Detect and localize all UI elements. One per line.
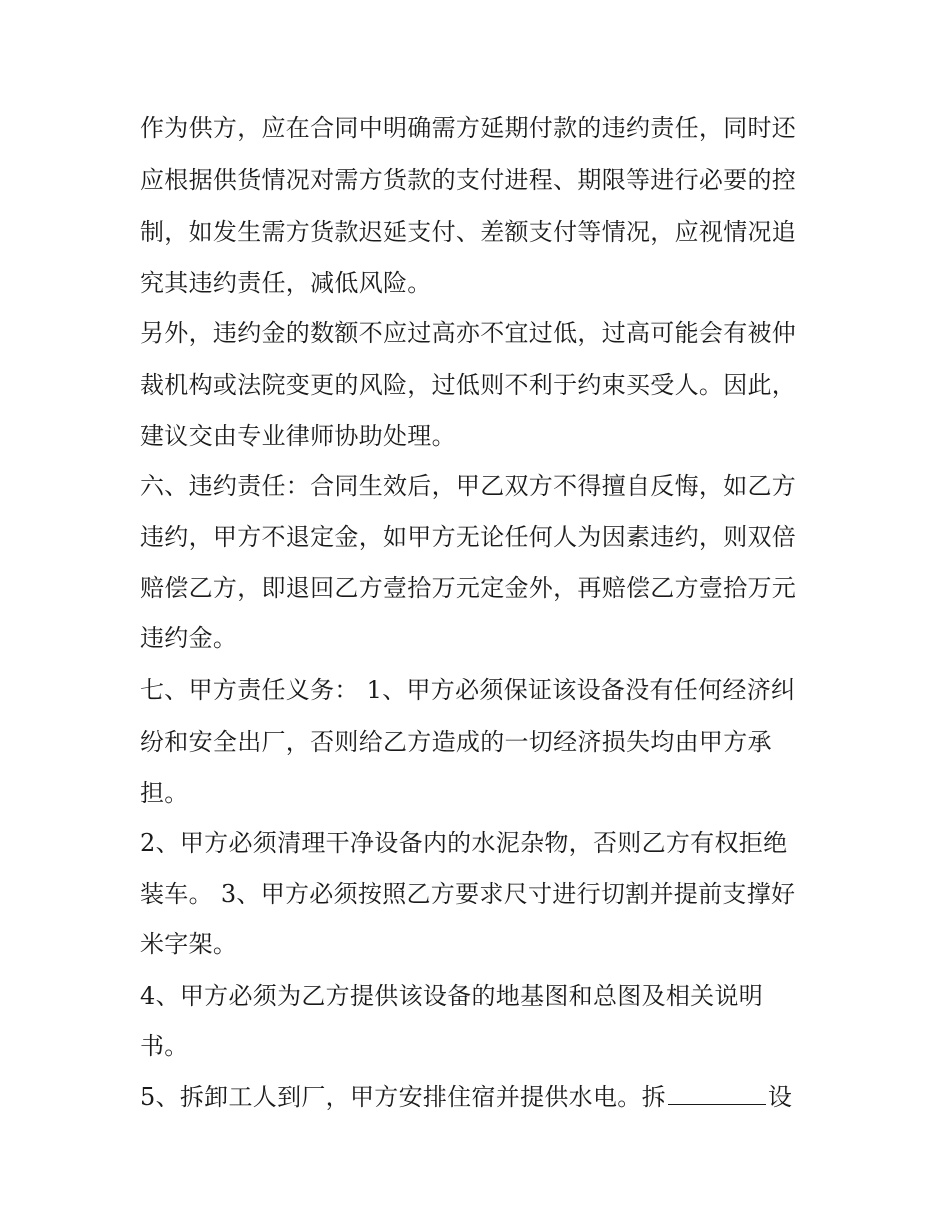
text-line: 赔偿乙方，即退回乙方壹拾万元定金外，再赔偿乙方壹拾万元	[140, 574, 797, 602]
text-line: 建议交由专业律师协助处理。	[140, 422, 456, 450]
text-line: 六、违约责任：合同生效后，甲乙双方不得擅自反悔，如乙方	[140, 472, 797, 500]
text-line: 违约，甲方不退定金，如甲方无论任何人为因素违约，则双倍	[140, 523, 797, 551]
text-line: 制，如发生需方货款迟延支付、差额支付等情况，应视情况追	[140, 218, 797, 246]
text-line: 2、甲方必须清理干净设备内的水泥杂物，否则乙方有权拒绝	[140, 829, 788, 857]
text-line: 违约金。	[140, 624, 238, 652]
text-line: 纷和安全出厂，否则给乙方造成的一切经济损失均由甲方承	[140, 728, 772, 756]
text-line-with-blank	[140, 1077, 830, 1117]
text-line: 七、甲方责任义务： 1、甲方必须保证该设备没有任何经济纠	[140, 676, 796, 704]
text-line: 裁机构或法院变更的风险，过低则不利于约束买受人。因此，	[140, 371, 797, 399]
text-line: 担。	[140, 779, 189, 807]
text-line: 应根据供货情况对需方货款的支付进程、期限等进行必要的控	[140, 166, 797, 194]
text-line: 装车。 3、甲方必须按照乙方要求尺寸进行切割并提前支撑好	[140, 880, 796, 908]
text-segment: 5、拆卸工人到厂，甲方安排住宿并提供水电。拆	[140, 1083, 666, 1111]
text-segment: 设	[767, 1083, 793, 1111]
text-line: 书。	[140, 1032, 189, 1060]
text-line: 另外，违约金的数额不应过高亦不宜过低，过高可能会有被仲	[140, 319, 797, 347]
text-line: 4、甲方必须为乙方提供该设备的地基图和总图及相关说明	[140, 982, 764, 1010]
text-line: 作为供方，应在合同中明确需方延期付款的违约责任，同时还	[140, 114, 797, 142]
fill-in-blank	[668, 1078, 766, 1105]
text-line: 米字架。	[140, 930, 238, 958]
text-line: 究其违约责任，减低风险。	[140, 269, 432, 297]
